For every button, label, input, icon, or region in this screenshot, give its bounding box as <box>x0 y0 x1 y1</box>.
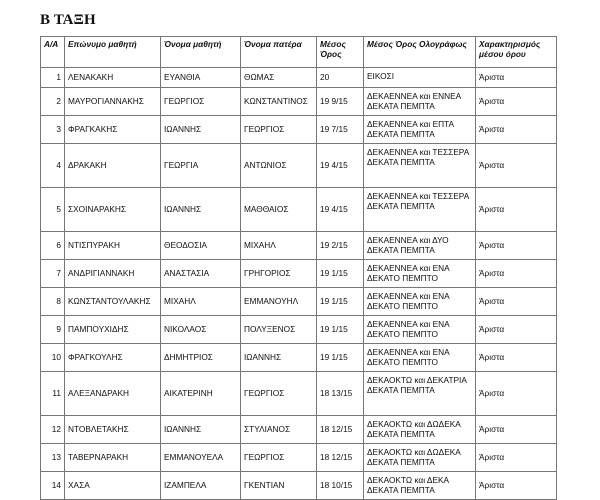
col-header-surname: Επώνυμο μαθητή <box>65 37 161 68</box>
grade-label: Άριστα <box>476 372 557 416</box>
student-name: ΑΙΚΑΤΕΡΙΝΗ <box>161 372 241 416</box>
row-number: 3 <box>41 116 65 144</box>
average-grade: 20 <box>317 68 364 88</box>
average-in-words: ΔΕΚΑΕΝΝΕΑ και ΕΠΤΑ ΔΕΚΑΤΑ ΠΕΜΠΤΑ <box>364 116 476 144</box>
average-grade: 18 12/15 <box>317 416 364 444</box>
row-number: 8 <box>41 288 65 316</box>
table-row <box>41 372 557 416</box>
father-name: ΙΩΑΝΝΗΣ <box>241 344 317 372</box>
student-surname: ΝΤΙΣΠΥΡΑΚΗ <box>65 232 161 260</box>
table-body <box>41 68 557 500</box>
grade-label: Άριστα <box>476 316 557 344</box>
grade-label: Άριστα <box>476 68 557 88</box>
father-name: ΓΕΩΡΓΙΟΣ <box>241 116 317 144</box>
average-in-words: ΔΕΚΑΕΝΝΕΑ και ΕΝΑ ΔΕΚΑΤΟ ΠΕΜΠΤΟ <box>364 288 476 316</box>
average-grade: 18 10/15 <box>317 472 364 500</box>
grade-label: Άριστα <box>476 444 557 472</box>
father-name: ΓΕΩΡΓΙΟΣ <box>241 444 317 472</box>
table-row <box>41 444 557 472</box>
student-surname: ΔΡΑΚΑΚΗ <box>65 144 161 188</box>
father-name: ΘΩΜΑΣ <box>241 68 317 88</box>
grade-label: Άριστα <box>476 416 557 444</box>
student-name: ΓΕΩΡΓΙΟΣ <box>161 88 241 116</box>
father-name: ΜΑΘΘΑΙΟΣ <box>241 188 317 232</box>
table-header-row <box>41 37 557 68</box>
average-grade: 19 9/15 <box>317 88 364 116</box>
table-row <box>41 316 557 344</box>
student-surname: ΜΑΥΡΟΓΙΑΝΝΑΚΗΣ <box>65 88 161 116</box>
student-surname: ΦΡΑΓΚΑΚΗΣ <box>65 116 161 144</box>
row-number: 10 <box>41 344 65 372</box>
average-in-words: ΔΕΚΑΕΝΝΕΑ και ΔΥΟ ΔΕΚΑΤΑ ΠΕΜΠΤΑ <box>364 232 476 260</box>
father-name: ΕΜΜΑΝΟΥΗΛ <box>241 288 317 316</box>
student-name: ΙΩΑΝΝΗΣ <box>161 416 241 444</box>
average-grade: 19 4/15 <box>317 188 364 232</box>
table-row <box>41 416 557 444</box>
table-row <box>41 116 557 144</box>
row-number: 14 <box>41 472 65 500</box>
col-header-name: Όνομα μαθητή <box>161 37 241 68</box>
student-surname: ΑΛΕΞΑΝΔΡΑΚΗ <box>65 372 161 416</box>
col-header-average-words: Μέσος Όρος Ολογράφως <box>364 37 476 68</box>
col-header-aa: Α/Α <box>41 37 65 68</box>
row-number: 13 <box>41 444 65 472</box>
average-grade: 19 7/15 <box>317 116 364 144</box>
row-number: 6 <box>41 232 65 260</box>
average-grade: 19 1/15 <box>317 344 364 372</box>
grade-label: Άριστα <box>476 232 557 260</box>
grade-label: Άριστα <box>476 260 557 288</box>
father-name: ΓΕΩΡΓΙΟΣ <box>241 372 317 416</box>
grade-label: Άριστα <box>476 344 557 372</box>
col-header-average: Μέσος Όρος <box>317 37 364 68</box>
table-row <box>41 260 557 288</box>
student-name: ΜΙΧΑΗΛ <box>161 288 241 316</box>
students-table <box>40 36 557 500</box>
student-surname: ΣΧΟΙΝΑΡΑΚΗΣ <box>65 188 161 232</box>
student-name: ΕΥΑΝΘΙΑ <box>161 68 241 88</box>
father-name: ΣΤΥΛΙΑΝΟΣ <box>241 416 317 444</box>
student-surname: ΚΩΝΣΤΑΝΤΟΥΛΑΚΗΣ <box>65 288 161 316</box>
student-name: ΕΜΜΑΝΟΥΕΛΑ <box>161 444 241 472</box>
student-surname: ΤΑΒΕΡΝΑΡΑΚΗ <box>65 444 161 472</box>
father-name: ΓΡΗΓΟΡΙΟΣ <box>241 260 317 288</box>
average-in-words: ΔΕΚΑΕΝΝΕΑ και ΤΕΣΣΕΡΑ ΔΕΚΑΤΑ ΠΕΜΠΤΑ <box>364 188 476 232</box>
average-in-words: ΔΕΚΑΕΝΝΕΑ και ΕΝΑ ΔΕΚΑΤΟ ΠΕΜΠΤΟ <box>364 260 476 288</box>
col-header-grade: Χαρακτηρισμός μέσου όρου <box>476 37 557 68</box>
average-grade: 18 12/15 <box>317 444 364 472</box>
average-in-words: ΔΕΚΑΕΝΝΕΑ και ΤΕΣΣΕΡΑ ΔΕΚΑΤΑ ΠΕΜΠΤΑ <box>364 144 476 188</box>
student-surname: ΦΡΑΓΚΟΥΛΗΣ <box>65 344 161 372</box>
average-in-words: ΔΕΚΑΟΚΤΩ και ΔΩΔΕΚΑ ΔΕΚΑΤΑ ΠΕΜΠΤΑ <box>364 416 476 444</box>
table-row <box>41 288 557 316</box>
student-name: ΙΖΑΜΠΕΛΑ <box>161 472 241 500</box>
table-row <box>41 232 557 260</box>
grade-label: Άριστα <box>476 188 557 232</box>
average-grade: 19 1/15 <box>317 288 364 316</box>
father-name: ΚΩΝΣΤΑΝΤΙΝΟΣ <box>241 88 317 116</box>
table-row <box>41 188 557 232</box>
grade-label: Άριστα <box>476 144 557 188</box>
average-grade: 19 4/15 <box>317 144 364 188</box>
student-surname: ΝΤΟΒΛΕΤΑΚΗΣ <box>65 416 161 444</box>
row-number: 9 <box>41 316 65 344</box>
table-row <box>41 344 557 372</box>
row-number: 1 <box>41 68 65 88</box>
table-row <box>41 88 557 116</box>
student-name: ΝΙΚΟΛΑΟΣ <box>161 316 241 344</box>
average-in-words: ΕΙΚΟΣΙ <box>364 68 476 88</box>
grade-label: Άριστα <box>476 116 557 144</box>
average-in-words: ΔΕΚΑΟΚΤΩ και ΔΩΔΕΚΑ ΔΕΚΑΤΑ ΠΕΜΠΤΑ <box>364 444 476 472</box>
average-grade: 18 13/15 <box>317 372 364 416</box>
table-row <box>41 68 557 88</box>
student-name: ΙΩΑΝΝΗΣ <box>161 188 241 232</box>
average-in-words: ΔΕΚΑΕΝΝΕΑ και ΕΝΝΕΑ ΔΕΚΑΤΑ ΠΕΜΠΤΑ <box>364 88 476 116</box>
average-grade: 19 1/15 <box>317 260 364 288</box>
row-number: 5 <box>41 188 65 232</box>
student-surname: ΛΕΝΑΚΑΚΗ <box>65 68 161 88</box>
father-name: ΠΟΛΥΞΕΝΟΣ <box>241 316 317 344</box>
row-number: 4 <box>41 144 65 188</box>
student-name: ΔΗΜΗΤΡΙΟΣ <box>161 344 241 372</box>
student-name: ΓΕΩΡΓΙΑ <box>161 144 241 188</box>
father-name: ΜΙΧΑΗΛ <box>241 232 317 260</box>
average-grade: 19 2/15 <box>317 232 364 260</box>
average-in-words: ΔΕΚΑΕΝΝΕΑ και ΕΝΑ ΔΕΚΑΤΟ ΠΕΜΠΤΟ <box>364 316 476 344</box>
average-grade: 19 1/15 <box>317 316 364 344</box>
student-name: ΙΩΑΝΝΗΣ <box>161 116 241 144</box>
row-number: 2 <box>41 88 65 116</box>
average-in-words: ΔΕΚΑΕΝΝΕΑ και ΕΝΑ ΔΕΚΑΤΟ ΠΕΜΠΤΟ <box>364 344 476 372</box>
student-surname: ΠΑΜΠΟΥΧΙΔΗΣ <box>65 316 161 344</box>
col-header-father: Όνομα πατέρα <box>241 37 317 68</box>
father-name: ΑΝΤΩΝΙΟΣ <box>241 144 317 188</box>
grade-label: Άριστα <box>476 88 557 116</box>
grade-label: Άριστα <box>476 472 557 500</box>
row-number: 11 <box>41 372 65 416</box>
father-name: ΓΚΕΝΤΙΑΝ <box>241 472 317 500</box>
average-in-words: ΔΕΚΑΟΚΤΩ και ΔΕΚΑ ΔΕΚΑΤΑ ΠΕΜΠΤΑ <box>364 472 476 500</box>
table-row <box>41 472 557 500</box>
student-name: ΘΕΟΔΟΣΙΑ <box>161 232 241 260</box>
section-title: Β ΤΑΞΗ <box>40 12 96 28</box>
student-name: ΑΝΑΣΤΑΣΙΑ <box>161 260 241 288</box>
average-in-words: ΔΕΚΑΟΚΤΩ και ΔΕΚΑΤΡΙΑ ΔΕΚΑΤΑ ΠΕΜΠΤΑ <box>364 372 476 416</box>
row-number: 7 <box>41 260 65 288</box>
grade-label: Άριστα <box>476 288 557 316</box>
student-surname: ΑΝΔΡΙΓΙΑΝΝΑΚΗ <box>65 260 161 288</box>
student-surname: ΧΑΣΑ <box>65 472 161 500</box>
table-row <box>41 144 557 188</box>
row-number: 12 <box>41 416 65 444</box>
